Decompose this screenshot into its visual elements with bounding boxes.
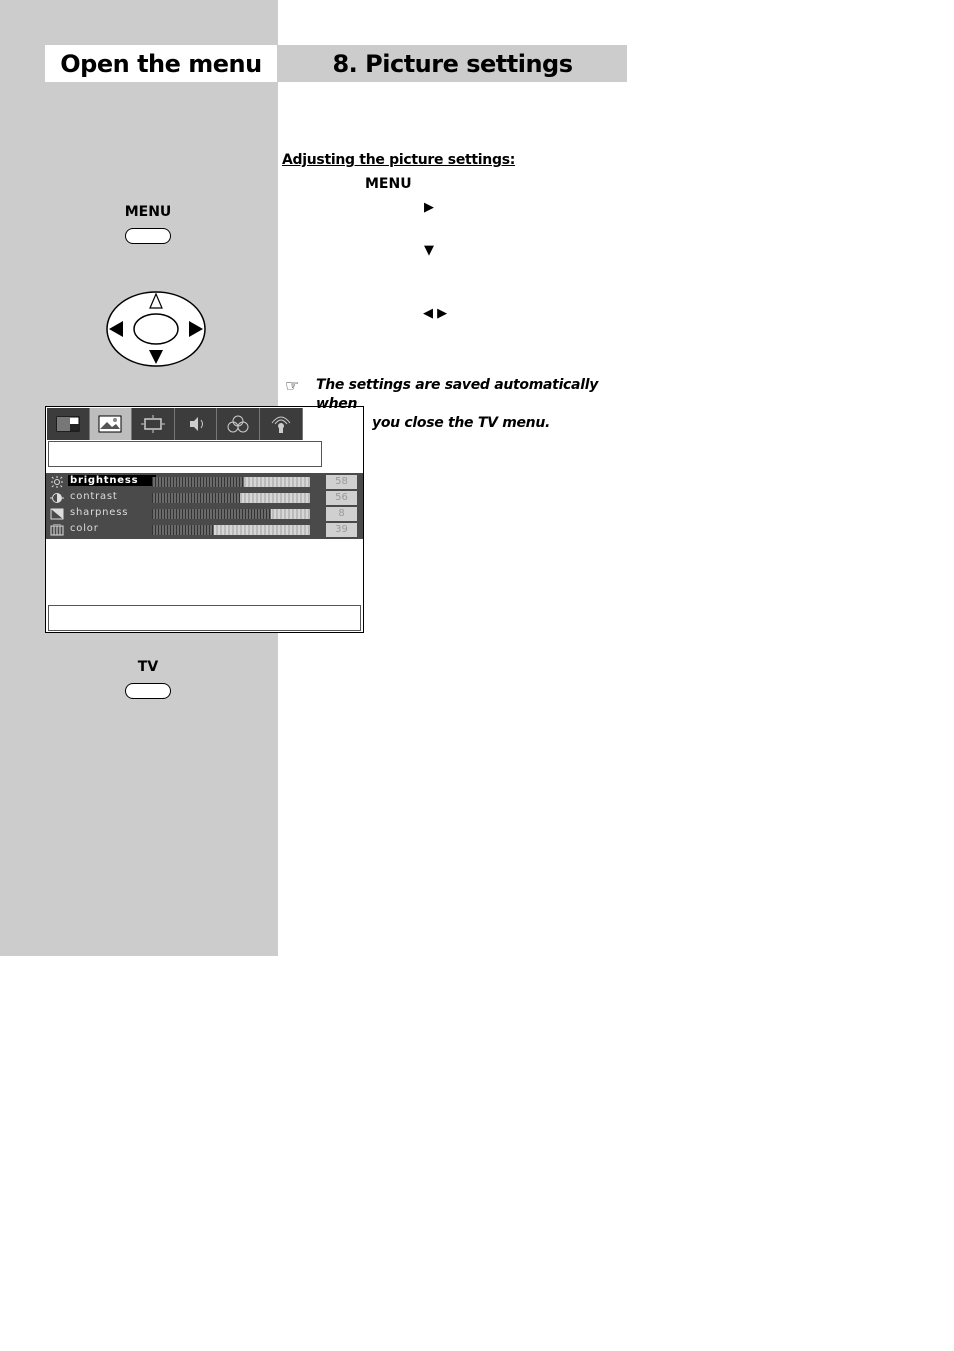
contrast-slider[interactable] — [152, 493, 310, 503]
picture-icon — [98, 415, 122, 433]
dpad-icon[interactable] — [104, 290, 208, 370]
picture-settings-list — [46, 473, 363, 539]
menu-status-box — [48, 605, 361, 631]
pointing-hand-icon: ☞ — [285, 376, 300, 395]
page-title: 8. Picture settings — [278, 45, 627, 82]
menu-button[interactable] — [125, 228, 171, 244]
slider-fill — [152, 493, 240, 503]
tab-layout[interactable] — [47, 408, 90, 440]
tab-color[interactable] — [217, 408, 260, 440]
tv-button-label: TV — [137, 659, 159, 675]
note-line-1: The settings are saved automatically when — [316, 377, 599, 412]
setting-row-contrast[interactable] — [46, 490, 363, 506]
tab-picture[interactable] — [90, 408, 133, 440]
right-arrow-icon: ▶ — [424, 200, 434, 215]
note-text — [316, 376, 626, 433]
menu-button-label: MENU — [124, 204, 172, 220]
setting-value: 58 — [326, 475, 357, 489]
tab-screen-format[interactable] — [132, 408, 175, 440]
contrast-icon — [50, 492, 64, 504]
slider-fill — [152, 477, 244, 487]
setting-label: brightness — [68, 475, 156, 486]
slider-fill — [152, 509, 271, 519]
tab-sound[interactable] — [175, 408, 218, 440]
color-slider[interactable] — [152, 525, 310, 535]
setting-label: color — [70, 523, 99, 534]
dpad-ok-button — [134, 314, 178, 344]
sharpness-icon — [50, 508, 64, 520]
brightness-slider[interactable] — [152, 477, 310, 487]
tv-button[interactable] — [125, 683, 171, 699]
setting-value: 8 — [326, 507, 357, 521]
left-right-arrows-icon: ◀ ▶ — [423, 306, 448, 321]
color-circles-icon — [225, 414, 251, 434]
tv-menu-screenshot — [45, 406, 364, 633]
slider-fill — [152, 525, 214, 535]
note-line-2: you close the TV menu. — [372, 415, 551, 431]
sharpness-slider[interactable] — [152, 509, 310, 519]
section-title-open-menu: Open the menu — [45, 45, 277, 82]
tab-antenna[interactable] — [260, 408, 303, 440]
setting-value: 39 — [326, 523, 357, 537]
screen-format-icon — [141, 414, 165, 434]
tv-menu-tabs — [47, 408, 303, 440]
instruction-menu-ref: MENU — [365, 176, 412, 192]
setting-label: sharpness — [70, 507, 129, 518]
setting-row-sharpness[interactable] — [46, 506, 363, 522]
setting-row-color[interactable] — [46, 522, 363, 538]
layout-icon — [56, 416, 80, 432]
color-icon — [50, 524, 64, 536]
antenna-icon — [269, 414, 293, 434]
sound-icon — [184, 414, 208, 434]
down-arrow-icon: ▼ — [424, 243, 434, 258]
instructions-heading: Adjusting the picture settings: — [282, 152, 516, 168]
menu-title-box — [48, 441, 322, 467]
setting-value: 56 — [326, 491, 357, 505]
setting-row-brightness[interactable] — [46, 474, 363, 490]
sun-icon — [50, 476, 64, 488]
setting-label: contrast — [70, 491, 118, 502]
